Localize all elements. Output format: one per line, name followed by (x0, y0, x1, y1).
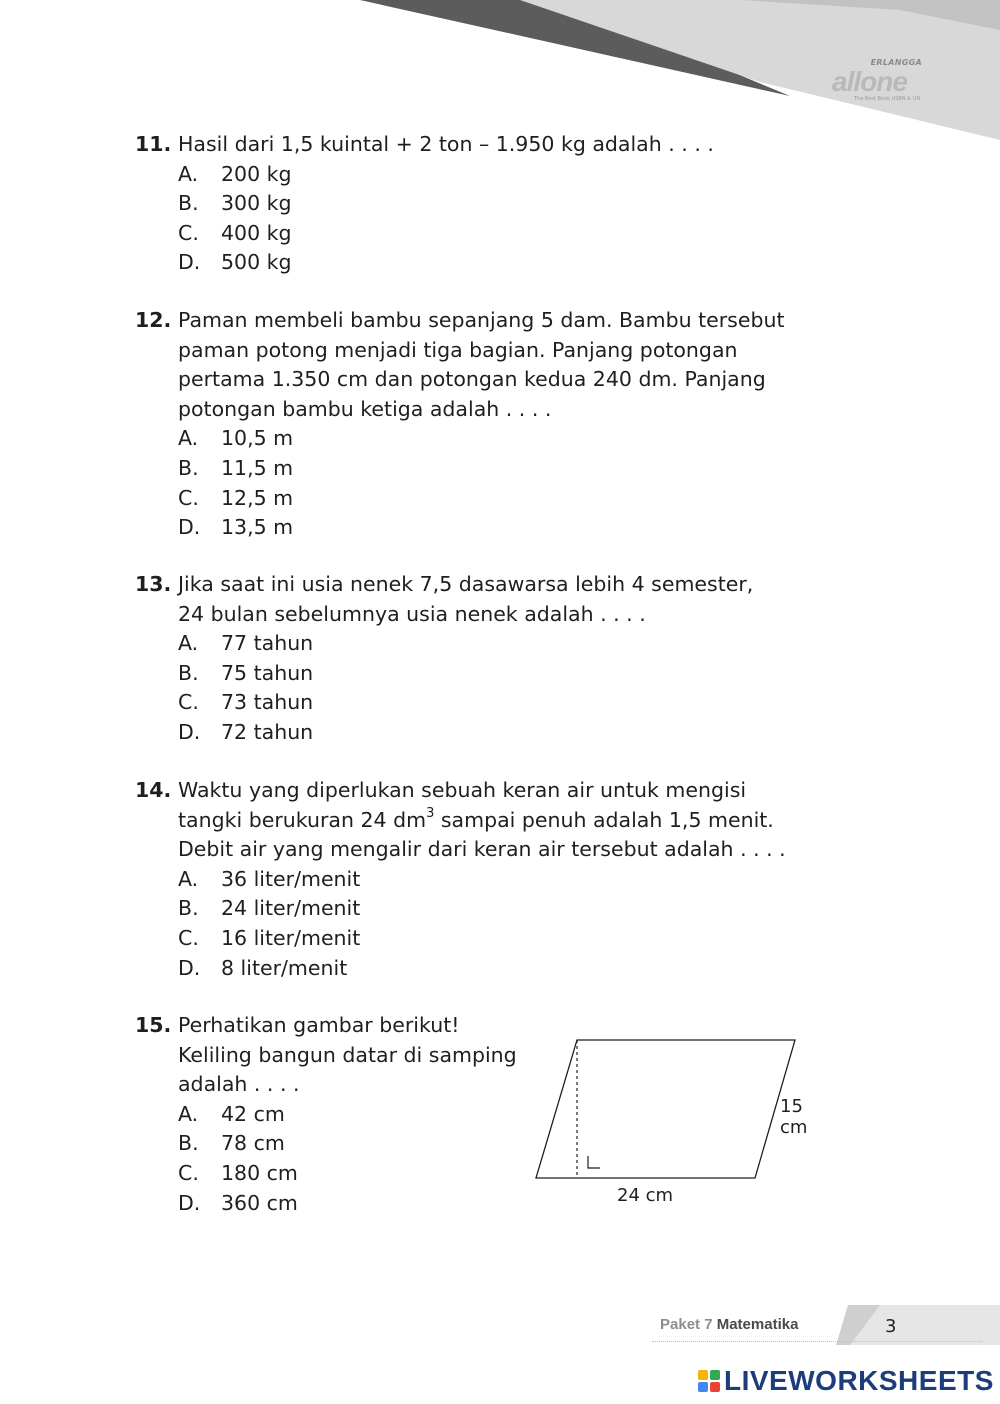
option-letter: C. (178, 220, 199, 245)
question-15 (135, 1011, 517, 1218)
stem-text: tangki berukuran 24 dm (178, 807, 427, 832)
option-list (178, 160, 714, 278)
option-c[interactable] (178, 924, 786, 954)
option-text: 400 kg (221, 220, 292, 245)
footer-subject: Matematika (716, 1316, 799, 1333)
question-12 (135, 306, 785, 543)
footer-series: Paket 7 (660, 1316, 713, 1333)
option-letter: B. (178, 1131, 199, 1156)
option-text: 10,5 m (221, 426, 294, 451)
option-text: 24 liter/menit (221, 896, 361, 921)
question-number: 12. (135, 308, 172, 332)
footer-divider (652, 1341, 982, 1342)
option-text: 180 cm (221, 1160, 298, 1185)
option-d[interactable] (178, 718, 753, 748)
question-stem (178, 570, 753, 629)
logo-tagline: The Best Book USBN & UN (854, 96, 921, 102)
question-number: 14. (135, 778, 172, 802)
option-letter: D. (178, 1190, 201, 1215)
option-text: 75 tahun (221, 660, 314, 685)
parallelogram-shape (536, 1040, 795, 1178)
option-d[interactable] (178, 248, 714, 278)
parallelogram-figure (525, 1030, 825, 1224)
liveworksheets-watermark (698, 1365, 994, 1397)
option-letter: A. (178, 631, 199, 656)
option-text: 500 kg (221, 250, 292, 275)
option-text: 8 liter/menit (221, 955, 348, 980)
option-letter: A. (178, 426, 199, 451)
option-b[interactable] (178, 1129, 517, 1159)
option-letter: C. (178, 1160, 199, 1185)
option-a[interactable] (178, 629, 753, 659)
option-text: 73 tahun (221, 690, 314, 715)
stem-line: Paman membeli bambu sepanjang 5 dam. Bambu tersebut (178, 308, 785, 332)
option-letter: A. (178, 866, 199, 891)
option-c[interactable] (178, 219, 714, 249)
option-d[interactable] (178, 1189, 517, 1219)
question-number: 11. (135, 132, 172, 156)
option-list (178, 629, 753, 747)
stem-line: Debit air yang mengalir dari keran air tersebut adalah . . . . (178, 837, 786, 862)
stem-line: Perhatikan gambar berikut! (178, 1013, 460, 1037)
option-text: 16 liter/menit (221, 925, 361, 950)
option-text: 300 kg (221, 191, 292, 216)
question-number: 13. (135, 572, 172, 596)
stem-line: paman potong menjadi tiga bagian. Panjang potongan (178, 337, 738, 362)
liveworksheets-logo-icon (698, 1370, 720, 1392)
superscript: 3 (426, 805, 435, 821)
logo-publisher: ERLANGGA (870, 58, 922, 67)
question-stem (178, 306, 785, 424)
option-b[interactable] (178, 189, 714, 219)
option-letter: D. (178, 955, 201, 980)
stem-line: Hasil dari 1,5 kuintal + 2 ton – 1.950 kg adalah . . . . (178, 132, 714, 156)
stem-text: sampai penuh adalah 1,5 menit. (434, 807, 774, 832)
right-angle-marker (588, 1156, 600, 1168)
option-letter: B. (178, 191, 199, 216)
option-text: 42 cm (221, 1101, 285, 1126)
option-a[interactable] (178, 1100, 517, 1130)
question-number: 15. (135, 1013, 172, 1037)
stem-line: Keliling bangun datar di samping (178, 1042, 517, 1067)
option-letter: C. (178, 485, 199, 510)
option-letter: A. (178, 161, 199, 186)
option-text: 77 tahun (221, 631, 314, 656)
stem-line: adalah . . . . (178, 1072, 300, 1097)
footer-title (660, 1316, 798, 1333)
option-list (178, 865, 786, 983)
question-stem (178, 776, 786, 865)
option-text: 12,5 m (221, 485, 294, 510)
option-letter: D. (178, 250, 201, 275)
base-length-label: 24 cm (617, 1185, 674, 1206)
option-c[interactable] (178, 484, 785, 514)
logo-word: allone (832, 66, 907, 97)
stem-line: Jika saat ini usia nenek 7,5 dasawarsa lebih 4 semester, (178, 572, 754, 596)
option-b[interactable] (178, 894, 786, 924)
question-stem (178, 130, 714, 160)
option-text: 72 tahun (221, 719, 314, 744)
option-letter: C. (178, 925, 199, 950)
option-list (178, 1100, 517, 1218)
question-stem (178, 1011, 517, 1100)
option-text: 11,5 m (221, 455, 294, 480)
option-text: 78 cm (221, 1131, 285, 1156)
option-d[interactable] (178, 954, 786, 984)
question-11 (135, 130, 714, 278)
option-letter: A. (178, 1101, 199, 1126)
stem-line: 24 bulan sebelumnya usia nenek adalah . . . . (178, 601, 646, 626)
stem-line (178, 806, 786, 836)
option-letter: D. (178, 515, 201, 540)
option-a[interactable] (178, 160, 714, 190)
option-a[interactable] (178, 865, 786, 895)
option-a[interactable] (178, 424, 785, 454)
side-length-label: 15 cm (780, 1096, 808, 1138)
publisher-logo (828, 58, 928, 106)
option-letter: B. (178, 660, 199, 685)
option-c[interactable] (178, 1159, 517, 1189)
stem-line: pertama 1.350 cm dan potongan kedua 240 dm. Panjang (178, 367, 766, 392)
option-text: 13,5 m (221, 515, 294, 540)
option-d[interactable] (178, 513, 785, 543)
watermark-text: LIVEWORKSHEETS (724, 1365, 994, 1396)
option-b[interactable] (178, 659, 753, 689)
option-letter: C. (178, 690, 199, 715)
question-14 (135, 776, 786, 983)
option-text: 360 cm (221, 1190, 298, 1215)
option-text: 36 liter/menit (221, 866, 361, 891)
option-c[interactable] (178, 688, 753, 718)
stem-line: Waktu yang diperlukan sebuah keran air untuk mengisi (178, 778, 747, 802)
page-number: 3 (885, 1316, 897, 1337)
option-letter: D. (178, 719, 201, 744)
question-13 (135, 570, 753, 748)
option-letter: B. (178, 455, 199, 480)
option-b[interactable] (178, 454, 785, 484)
option-letter: B. (178, 896, 199, 921)
stem-line: potongan bambu ketiga adalah . . . . (178, 396, 552, 421)
option-text: 200 kg (221, 161, 292, 186)
option-list (178, 424, 785, 542)
